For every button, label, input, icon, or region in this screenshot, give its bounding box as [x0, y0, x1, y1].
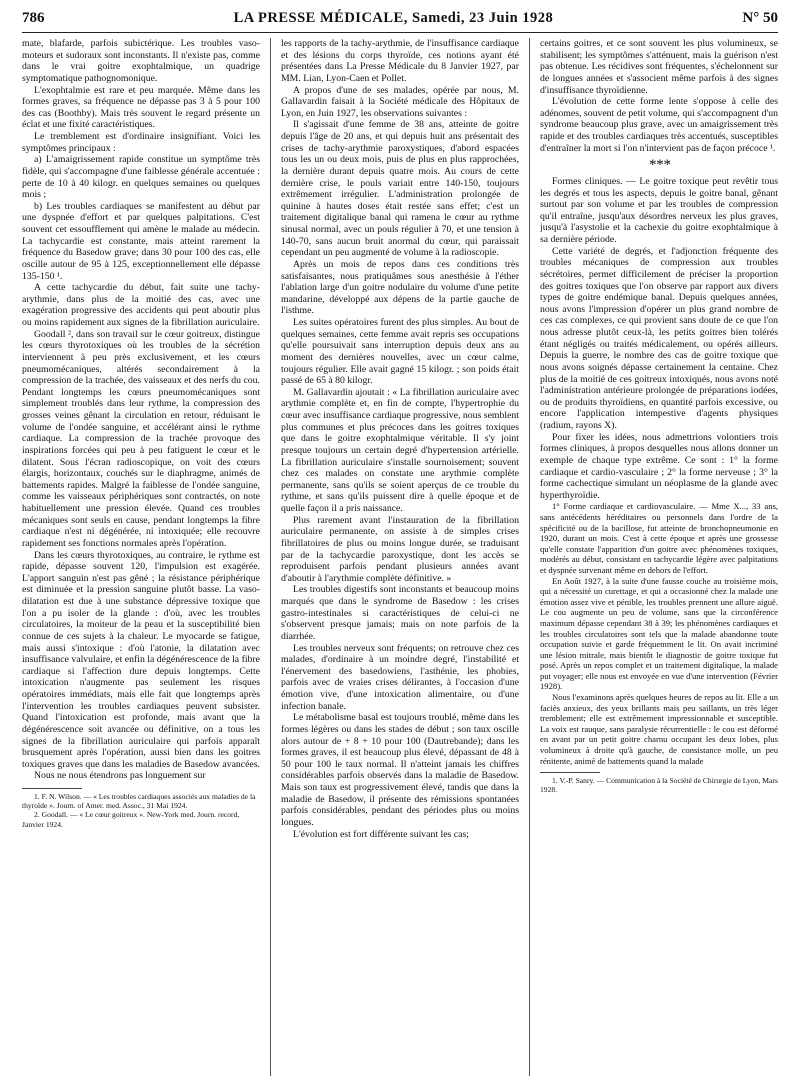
paragraph: En Août 1927, à la suite d'une fausse couche au troisième mois, qui a nécessité un curettage, et qui a occasionné chez la malade une émotion assez vive et pénible, les troubles prennent une allure aiguë. Le cou augmente un peu de volume, sans que la circonférence maximum dépasse cependant 38 à 39; les phénomènes cardiaques et les troubles circulatoires sont tels que la malade abandonne toute occupation suivie et garde fréquemment le lit. On avait incriminé une lésion mitrale, mais bientôt le diagnostic de goitre toxique fut posé. Après un repos complet et un traitement digitalique, la malade put voyager; elle nous est envoyée en vue d'une intervention (Février 1928).: [540, 575, 778, 692]
paragraph: Formes cliniques. — Le goitre toxique peut revêtir tous les degrés et tous les aspects, depuis le goitre banal, gênant surtout par son volume et par les troubles de compression qu'il entraîne, jusqu'aux désordres nerveux les plus graves, jusqu'à l'asystolie et la cachexie du goitre exophtalmique à sa dernière période.: [540, 175, 778, 245]
paragraph: a) L'amaigrissement rapide constitue un symptôme très fidèle, qui s'accompagne d'une faiblesse générale accentuée : perte de 10 à 40 kilogr. en quelques semaines ou quelques mois ;: [22, 154, 260, 201]
paragraph: Après un mois de repos dans ces conditions très satisfaisantes, nous pratiquâmes sous anesthésie à l'éther l'ablation large d'un goitre nodulaire du volume d'une petite mandarine, développé aux dépens de la partie gauche de l'isthme.: [281, 258, 519, 317]
paragraph: A cette tachycardie du début, fait suite une tachy-arythmie, dans plus de la moitié des cas, avec une exagération progressive des accidents qui peut aboutir plus ou moins rapidement aux signes de la fibrillation auriculaire.: [22, 282, 260, 328]
footnote-rule: [540, 772, 600, 773]
section-separator: * * *: [649, 157, 669, 174]
column-3: [540, 38, 778, 1076]
paragraph: mate, blafarde, parfois subictérique. Les troubles vaso-moteurs et sudoraux sont inconstants. Il n'existe pas, comme dans le vrai goitre exophtalmique, un quadrige symptomatique pathognomonique.: [22, 38, 260, 84]
paragraph: Goodall ², dans son travail sur le cœur goitreux, distingue les cœurs thyrotoxiques où les troubles de la sécrétion interviennent à peu près exclusivement, et les cœurs pneumomécaniques, altérés secondairement à la compression de la trachée, des vaisseaux et des nerfs du cou. Pendant longtemps les cœurs pneumomécaniques sont simplement troublés dans leur rythme, la compression des grosses veines gênant la circulation en retour, réduisant le volume de l'ondée sanguine, et accélérant ainsi le rythme cardiaque. La compression de la trachée provoque des inspirations forcées qui peu à peu fatiguent le cœur et le dilatent. Sous l'écran radioscopique, on voit des cœurs élargis, horizontaux, couchés sur le diaphragme, animés de battements rapides. Malgré la faiblesse de l'ondée sanguine, comme les vaisseaux périphériques sont contractés, on note habituellement une pression élevée. Quand ces troubles mécaniques sont seuls en cause, pendant longtemps la fibre cardiaque n'est ni dégénérée, ni intoxiquée; elle recouvre rapidement ses fonctions normales après l'opération.: [22, 328, 260, 549]
paragraph: Les troubles nerveux sont fréquents; on retrouve chez ces malades, d'ordinaire à un moindre degré, l'instabilité et l'énervement des basedowiens, l'asthénie, les phobies, parfois avec de vraies crises délirantes, à l'occasion d'une émotion vive, d'une intoxication alimentaire, ou d'une infection banale.: [281, 642, 519, 712]
paragraph: Le tremblement est d'ordinaire insignifiant. Voici les symptômes principaux :: [22, 131, 260, 154]
page-number: 786: [22, 10, 45, 26]
column-2: [281, 38, 519, 1076]
paragraph: certains goitres, et ce sont souvent les plus volumineux, se stabilisent; les symptômes s'atténuent, mais la guérison n'est pas obtenue. Les récidives sont fréquentes, s'échelonnent sur de longues années et s'associent même parfois à des signes d'insuffisance thyroïdienne.: [540, 38, 778, 96]
paragraph: Les suites opératoires furent des plus simples. Au bout de quelques semaines, cette femme avait repris ses occupations qu'elle poursuivait sans interruption depuis deux ans au moment des dernières nouvelles, avec un cœur calme, toujours régulier. Elle avait gagné 15 kilogr. ; son poids était passé de 65 à 80 kilogr.: [281, 317, 519, 387]
paragraph: M. Gallavardin ajoutait : « La fibrillation auriculaire avec arythmie complète et, en fin de compte, l'hypertrophie du cœur avec insuffisance cardiaque progressive, nous semblent plus communes et plus précoces dans les goitres toxiques que dans le goitre exophtalmique véritable. Il s'y joint presque toujours un certain degré d'hypertension artérielle. La fibrillation auriculaire s'installe sournoisement; souvent chez ces malades on constate une arythmie complète permanente, sans qu'ils se soient aperçus de ce trouble du rythme, et sans qu'ils puissent dire à quelle époque et de quelle façon il a pris naissance.: [281, 386, 519, 514]
paragraph: les rapports de la tachy-arythmie, de l'insuffisance cardiaque et des lésions du corps thyroïde, ces notions ayant été présentées dans La Presse Médicale du 8 Janvier 1927, par MM. Lian, Lyon-Caen et Pollet.: [281, 38, 519, 84]
footnote: 2. Goodall. — « Le cœur goitreux ». New-York med. Journ. record, Janvier 1924.: [22, 810, 240, 829]
paragraph: 1° Forme cardiaque et cardiovasculaire. — Mme X..., 33 ans, sans antécédents héréditaires ou personnels dans l'ordre de la spécificité ou de la bacillose, fut atteinte de bronchopneumonie en 1920, durant un mois. C'est à cette époque et après une grossesse qu'elle constate l'apparition d'un goitre avec phénomènes toxiques, modérés au début, consistant en tachycardie légère avec palpitations et dyspnée survenant même en dehors de l'effort.: [540, 501, 778, 575]
paragraph: Les troubles digestifs sont inconstants et beaucoup moins marqués que dans le syndrome de Basedow : les crises gastro-intestinales si caractéristiques de celui-ci ne s'observent presque jamais; mais on note parfois de la diarrhée.: [281, 584, 519, 642]
paragraph: A propos d'une de ses malades, opérée par nous, M. Gallavardin faisait à la Société médicale des Hôpitaux de Lyon, en Juin 1927, les observations suivantes :: [281, 84, 519, 119]
paragraph: Il s'agissait d'une femme de 38 ans, atteinte de goitre depuis l'âge de 20 ans, et qui depuis huit ans présentait des crises de tachy-arythmie paroxystiques, d'abord espacées tous les un ou deux mois, puis de plus en plus rapprochées, la dernière durant depuis quatre mois. Au cours de cette dernière crise, le pouls variait entre 140-150, toujours extrêmement irrégulier. L'administration prolongée de quinine à hautes doses était restée sans effet; c'est un traitement digitalique banal qui ramena le cœur au rythme sinusal normal, avec un pouls régulier à 70, et une tension à 140-70, sans aucun bruit anormal du cœur, qui paraissait cependant un peu augmenté de volume à la radioscopie.: [281, 119, 519, 259]
article-columns: [22, 38, 778, 1076]
paragraph: Pour fixer les idées, nous admettrions volontiers trois formes cliniques, à propos desquelles nous allons donner un exemple de chaque type extrême. Ce sont : 1° la forme cardiaque et cardio-vasculaire ; 2° la forme nerveuse ; 3° la forme cachectique simulant un néoplasme de la glande avec hyperthyroïdie.: [540, 431, 778, 501]
paragraph: Plus rarement avant l'instauration de la fibrillation auriculaire permanente, on assiste à de simples crises fibrillatoires de plus ou moins longue durée, se traduisant par de la tachycardie paroxystique, dont les accès se reproduisent parfois pendant plusieurs années avant d'aboutir à l'arythmie complète définitive. »: [281, 514, 519, 584]
footnote-rule: [22, 788, 82, 789]
paragraph: Le métabolisme basal est toujours troublé, même dans les formes légères ou dans les stades de début ; son taux oscille alors autour de + 8 + 10 pour 100 (Dautrebande); dans les formes graves, il est beaucoup plus élevé, dépassant de 48 à 50 pour 100 le taux normal. Il n'atteint jamais les chiffres considérables parfois observés dans la maladie de Basedow. Mais son taux est progressivement élevé, tandis que dans la maladie de Basedow, il présente des rémissions spontanées parfois considérables, pendant des périodes plus ou moins longues.: [281, 712, 519, 828]
column-divider: [270, 38, 271, 1076]
paragraph: Nous l'examinons après quelques heures de repos au lit. Elle a un faciès anxieux, des yeux brillants mais peu saillants, un très léger tremblement; elle est extrêmement impressionnable et susceptible. La voix est rauque, sans paralysie récurrentielle : le cou est déformé en avant par un petit goitre charnu occupant les deux lobes, plus volumineux à droite qu'à gauche, de consistance molle, un peu rénitente, animé de battements quand la malade: [540, 692, 778, 766]
paragraph: L'évolution de cette forme lente s'oppose à celle des adénomes, souvent de petit volume, qui s'accompagnent d'un syndrome beaucoup plus grave, avec un amaigrissement très rapide et des troubles cardiaques très accentués, susceptibles d'entraîner la mort si l'on n'intervient pas de façon précoce ¹.: [540, 96, 778, 154]
paragraph: Nous ne nous étendrons pas longuement sur: [34, 770, 206, 782]
journal-title: LA PRESSE MÉDICALE, Samedi, 23 Juin 1928: [233, 10, 554, 26]
paragraph: Cette variété de degrés, et l'adjonction fréquente des troubles mécaniques de compression aux troubles sécrétoires, permet difficilement de préciser la proportion des goitres toxiques que l'on observe par rapport aux divers types de goitre endémique banal. Depuis quelques années, nous avons l'impression d'opérer un plus grand nombre de ces cas complexes, ce qui provient sans doute de ce que l'on nous adresse plutôt ceux-là, les petits goitres bien tolérés étant négligés ou traités médicalement, ou opérés ailleurs. Depuis la guerre, le nombre des cas de goitre toxique que nous avons soignés dépasse certainement la centaine. Chez plus de la moitié de ces goitreux intoxiqués, nous avons noté l'administration antérieure prolongée de préparations iodées, ou de produits thyroïdiens, en quantité parfois excessive, ou encore l'application intempestive d'agents physiques (radium, rayons X).: [540, 245, 778, 431]
paragraph: L'évolution est fort différente suivant les cas;: [293, 828, 469, 840]
paragraph: b) Les troubles cardiaques se manifestent au début par une dyspnée d'effort et par quelques palpitations. C'est souvent cet essoufflement qui amène le malade au médecin. La tachycardie est constante, mais atteint rarement la fréquence du Basedow grave; dans 30 pour 100 des cas, elle oscille autour de 95 à 125, exceptionnellement elle dépasse 135-150 ¹.: [22, 200, 260, 282]
paragraph: L'exophtalmie est rare et peu marquée. Même dans les formes graves, sa fréquence ne dépasse pas 3 à 5 pour 100 des cas (Boothby). Mais très souvent le regard présente un éclat et une fixité caractéristiques.: [22, 84, 260, 131]
issue-number: N° 50: [742, 10, 778, 26]
footnote: 1. F. N. Wilson. — « Les troubles cardiaques associés aux maladies de la thyroïde ». Journ. of Amer. med. Assoc., 31 Mai 1924.: [22, 792, 256, 811]
footnote: 1. V.-P. Sanry. — Communication à la Société de Chirurgie de Lyon, Mars 1928.: [540, 776, 778, 795]
column-1: [22, 38, 260, 1076]
paragraph: Dans les cœurs thyrotoxiques, au contraire, le rythme est rapide, dépasse souvent 120, l'impulsion est exagérée. L'apport sanguin n'est pas gêné ; la résistance périphérique est diminuée et la pression sanguine plutôt basse. La vaso-dilatation est due à une substance dépressive toxique que l'on a pu isoler de la glande : d'où, avec les troubles circulatoires, la moiteur de la peau et la susceptibilité bien connue de ces sujets à la chaleur. Le myocarde se fatigue, mais aussi s'intoxique : d'où l'atonie, la dilatation avec insuffisance valvulaire, et enfin la dégénérescence de la fibre cardiaque si l'affection dure depuis longtemps. Cette intoxication n'augmente pas seulement les risques opératoires immédiats, mais elle fait que longtemps après l'intervention les troubles cardiaques peuvent subsister. Quand l'intoxication est profonde, mais avant que la dégénérescence soit avancée ou définitive, on a tous les signes de la fibrillation auriculaire qui parfois apparaît brusquement après l'opération, aussi bien dans les goitres toxiques graves que dans les maladies de Basedow avancées.: [22, 549, 260, 770]
column-divider: [529, 38, 530, 1076]
page-header: [22, 10, 778, 33]
